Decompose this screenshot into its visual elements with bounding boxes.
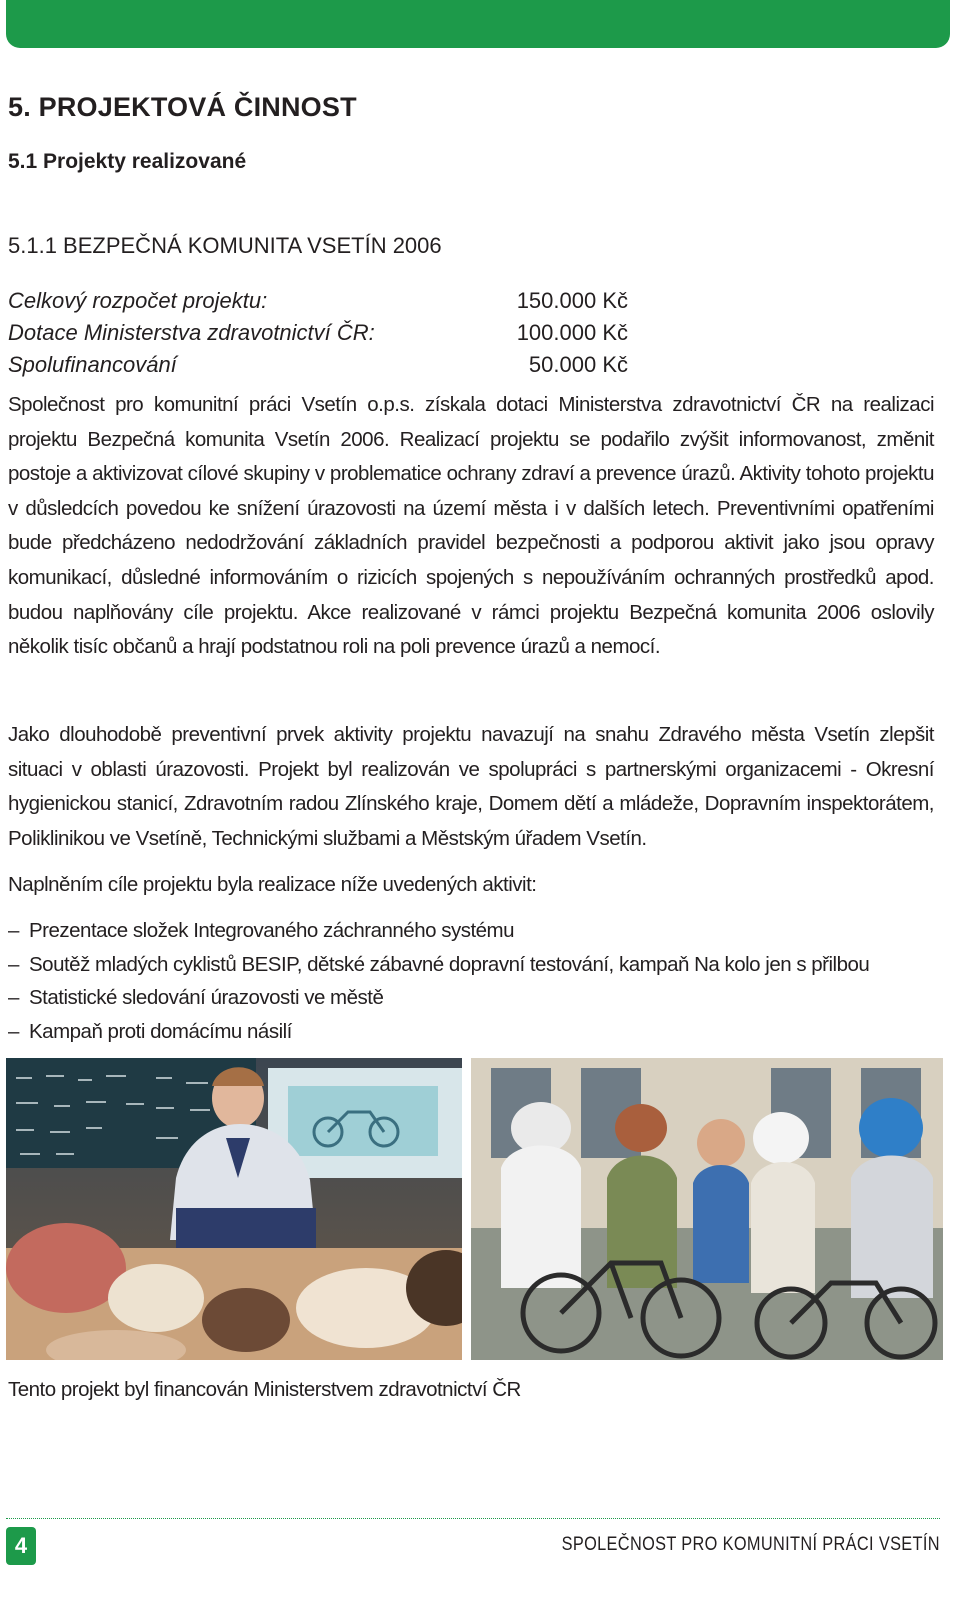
bullet-dash: – xyxy=(8,919,19,942)
subsection-title: 5.1 Projekty realizované xyxy=(8,150,247,173)
budget-label: Spolufinancování xyxy=(8,352,177,377)
budget-value: 50.000 Kč xyxy=(528,352,628,377)
bullet-dash: – xyxy=(8,1019,19,1043)
budget-row-subsidy xyxy=(8,317,628,349)
paragraph-partners: Jako dlouhodobě preventivní prvek aktivity projektu navazují na snahu Zdravého města Vsetín zlepšit situaci v oblasti úrazovosti. Projekt byl realizován ve spolupráci s partnerskými organizacemi - Okresní hygienickou stanicí, Zdravotním radou Zlínského kraje, Domem dětí a mládeže, Dopravním inspektorátem, Poliklinikou ve Vsetíně, Technickými službami a Městským úřadem Vsetín. xyxy=(8,723,934,850)
bullet-dash: – xyxy=(8,986,19,1010)
budget-label: Dotace Ministerstva zdravotnictví ČR: xyxy=(8,320,375,345)
classroom-photo xyxy=(6,1058,462,1360)
top-header-bar xyxy=(6,0,950,48)
budget-value: 100.000 Kč xyxy=(516,320,628,345)
activity-text: Soutěž mladých cyklistů BESIP, dětské zábavné dopravní testování, kampaň Na kolo jen s přilbou xyxy=(29,952,870,976)
cyclists-photo xyxy=(471,1058,943,1360)
section-title: 5. PROJEKTOVÁ ČINNOST xyxy=(8,92,357,122)
paragraph-project-description: Společnost pro komunitní práci Vsetín o.p.s. získala dotaci Ministerstva zdravotnictví ČR na realizaci projektu Bezpečná komunita Vsetín 2006. Realizací projektu se podařilo zvýšit informovanost, změnit postoje a aktivizovat cílové skupiny v problematice ochrany zdraví a prevence úrazů. Aktivity tohoto projektu v důsledcích povedou ke snížení úrazovosti na území města i v dalších letech. Preventivními opatřeními bude předcházeno nedodržování základních pravidel bezpečnosti a podporou aktivit jako jsou opravy komunikací, důsledné informováním o rizicích spojených s nepoužíváním ochranných prostředků apod. budou naplňovány cíle projektu. Akce realizované v rámci projektu Bezpečná komunita 2006 oslovily několik tisíc občanů a hrají podstatnou roli na poli prevence úrazů a nemocí. xyxy=(8,393,934,659)
project-title: 5.1.1 BEZPEČNÁ KOMUNITA VSETÍN 2006 xyxy=(8,233,442,258)
financing-caption: Tento projekt byl financován Ministerstvem zdravotnictví ČR xyxy=(8,1378,521,1401)
activity-list xyxy=(8,914,869,1048)
budget-label: Celkový rozpočet projektu: xyxy=(8,288,268,313)
footer-divider xyxy=(6,1518,940,1519)
list-item xyxy=(8,914,869,948)
budget-row-total xyxy=(8,285,628,317)
page-number: 4 xyxy=(6,1527,36,1565)
bullet-dash: – xyxy=(8,952,19,976)
budget-value: 150.000 Kč xyxy=(516,288,628,313)
list-item xyxy=(8,981,869,1015)
paragraph-activities-intro: Naplněním cíle projektu byla realizace níže uvedených aktivit: xyxy=(8,873,537,896)
budget-table xyxy=(8,285,628,381)
footer-organization: SPOLEČNOST PRO KOMUNITNÍ PRÁCI VSETÍN xyxy=(561,1534,940,1555)
activity-text: Prezentace složek Integrovaného záchranného systému xyxy=(29,919,515,942)
budget-row-cofinancing xyxy=(8,349,628,381)
list-item xyxy=(8,1015,869,1049)
list-item xyxy=(8,948,869,982)
activity-text: Kampaň proti domácímu násilí xyxy=(29,1019,292,1043)
activity-text: Statistické sledování úrazovosti ve městě xyxy=(29,986,384,1010)
